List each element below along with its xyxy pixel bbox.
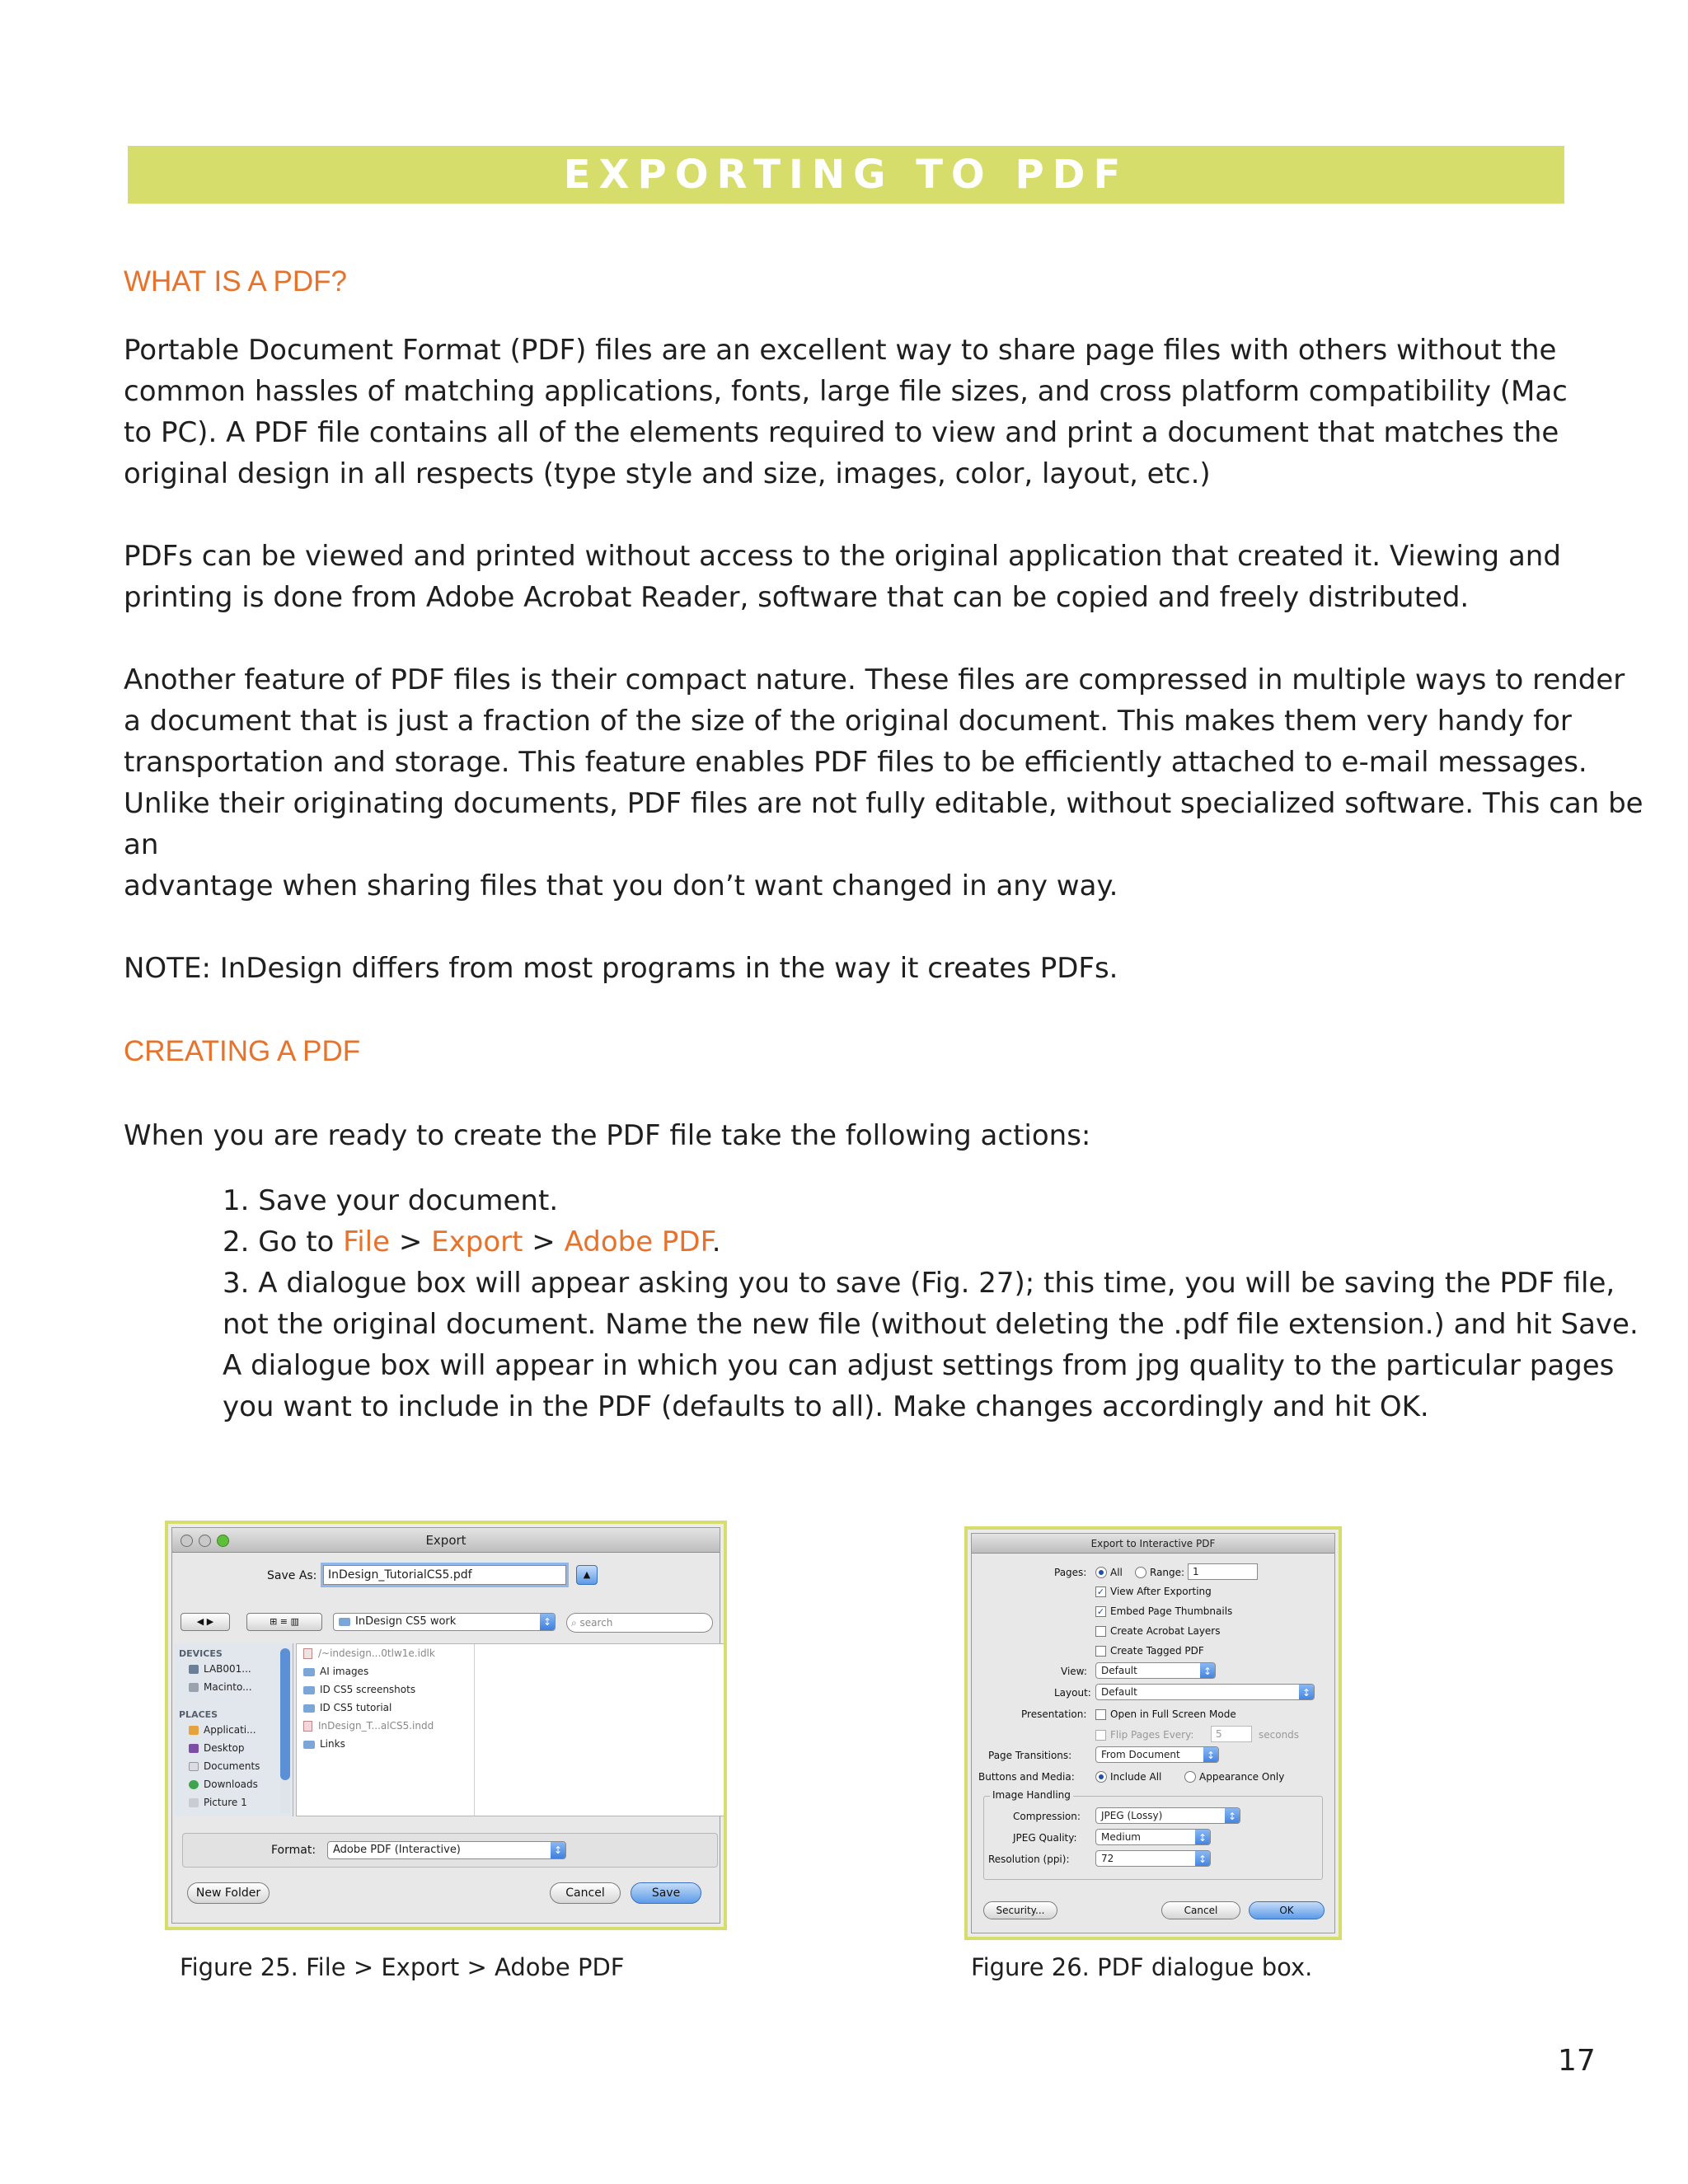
heading-what-is-pdf: WHAT IS A PDF? [124,265,347,298]
export-window [171,1527,720,1924]
folder-row[interactable] [303,1702,392,1713]
search-icon: ⌕ [571,1617,580,1629]
file-name: Links [320,1738,345,1750]
figure-25-caption: Figure 25. File > Export > Adobe PDF [180,1953,625,1981]
pdf-title-bar [972,1534,1334,1554]
file-row[interactable] [303,1720,434,1732]
actions-intro [124,1115,1574,1156]
save-button[interactable]: Save [631,1882,701,1904]
paragraph-line: printing is done from Adobe Acrobat Reader, software that can be copied and freely distributed. [124,581,1470,614]
place-label: Documents [204,1760,260,1772]
folder-select[interactable] [333,1613,556,1631]
pages-range-label: Range: [1150,1567,1185,1578]
jpeg-quality-label: JPEG Quality: [1013,1832,1077,1844]
tagged-pdf-checkbox[interactable] [1095,1646,1106,1657]
title-banner [128,146,1564,204]
close-window-icon[interactable] [181,1535,193,1547]
tagged-pdf-label: Create Tagged PDF [1110,1645,1204,1657]
paragraph-line: advantage when sharing files that you don’t want changed in any way. [124,869,1118,902]
view-label: View: [1061,1666,1087,1677]
cancel-button[interactable]: Cancel [550,1882,621,1904]
folder-icon [303,1686,315,1694]
full-screen-label: Open in Full Screen Mode [1110,1708,1236,1720]
pages-all-label: All [1110,1567,1123,1578]
computer-icon [189,1665,199,1674]
presentation-label: Presentation: [1021,1708,1087,1720]
file-name: ID CS5 screenshots [320,1684,416,1695]
compression-select[interactable]: JPEG (Lossy) ↕ [1095,1807,1240,1824]
places-heading: PLACES [179,1709,218,1720]
folder-icon [303,1668,315,1676]
appearance-only-label: Appearance Only [1199,1771,1285,1783]
sidebar-item-place[interactable] [189,1779,258,1790]
view-after-checkbox[interactable]: ✓ [1096,1586,1105,1597]
step-1: 1. Save your document. [223,1184,559,1217]
export-title-bar [172,1528,720,1553]
search-placeholder: search [579,1617,613,1629]
sidebar-item-place[interactable] [189,1724,256,1736]
heading-creating-pdf: CREATING A PDF [124,1035,361,1067]
back-forward-buttons[interactable]: ◀ ▶ [181,1613,230,1631]
sidebar-item-place[interactable] [189,1742,245,1754]
save-as-label: Save As: [267,1569,317,1582]
applications-icon [189,1726,199,1735]
file-row[interactable] [303,1647,435,1659]
minimize-window-icon[interactable] [199,1535,211,1547]
embed-thumbnails-label: Embed Page Thumbnails [1110,1605,1233,1617]
devices-heading: DEVICES [179,1648,223,1659]
folder-icon [303,1741,315,1749]
sidebar-item-place[interactable] [189,1760,260,1772]
acrobat-layers-label: Create Acrobat Layers [1110,1625,1221,1637]
flip-pages-label: Flip Pages Every: [1110,1729,1194,1741]
resolution-label: Resolution (ppi): [988,1854,1070,1865]
step-3-line: 3. A dialogue box will appear asking you to save (Fig. 27); this time, you will be saving the PDF file, [223,1267,1615,1300]
sidebar-item-device[interactable] [189,1681,252,1693]
embed-thumbnails-checkbox[interactable]: ✓ [1096,1606,1105,1617]
paragraph-line: to PC). A PDF file contains all of the elements required to view and print a document that matches the [124,416,1559,449]
step-3-line: A dialogue box will appear in which you can adjust settings from jpg quality to the particular pages [223,1349,1615,1382]
paragraph-line: a document that is just a fraction of the size of the original document. This makes them very handy for [124,705,1572,738]
ok-button[interactable]: OK [1249,1901,1325,1919]
paragraph-line: Unlike their originating documents, PDF files are not fully editable, without specialized software. This can be [124,787,1643,820]
file-icon [303,1648,312,1659]
jpeg-quality-select[interactable]: Medium ↕ [1095,1829,1211,1845]
file-name: /~indesign...0tlw1e.idlk [318,1647,435,1659]
device-label: LAB001... [204,1663,251,1675]
menu-export-link: Export [431,1226,523,1258]
menu-file-link: File [343,1226,391,1258]
layout-label: Layout: [1054,1687,1091,1699]
buttons-media-label: Buttons and Media: [978,1771,1075,1783]
folder-name: InDesign CS5 work [355,1615,457,1628]
folder-row[interactable] [303,1666,368,1677]
image-handling-heading: Image Handling [990,1789,1073,1801]
step-2 [223,1221,1591,1263]
period: . [711,1226,721,1258]
page-number: 17 [1558,2044,1596,2078]
expand-dialog-button[interactable]: ▲ [576,1565,598,1585]
finder-sidebar [174,1643,293,1816]
sidebar-item-device[interactable] [189,1663,251,1675]
pages-all-radio[interactable] [1095,1567,1107,1578]
paragraph-line: Portable Document Format (PDF) files are an excellent way to share page files with others without the [124,334,1557,367]
include-all-radio[interactable] [1095,1771,1107,1783]
picture-icon [189,1798,199,1807]
paragraph-line: common hassles of matching applications, fonts, large file sizes, and cross platform compatibility (Mac [124,375,1568,408]
pdf-dialog-title: Export to Interactive PDF [1090,1538,1216,1549]
paragraph-line: an [124,828,159,861]
scrollbar-thumb[interactable] [280,1648,290,1780]
banner-title: EXPORTING TO PDF [563,152,1129,198]
figure-26-caption: Figure 26. PDF dialogue box. [971,1953,1313,1981]
file-browser [296,1643,724,1816]
place-label: Downloads [204,1779,258,1790]
search-input[interactable] [566,1613,713,1633]
step-3-line: not the original document. Name the new file (without deleting the .pdf file extension.) and hit Save. [223,1308,1639,1341]
save-as-input[interactable]: InDesign_TutorialCS5.pdf [323,1565,566,1585]
paragraph-line: When you are ready to create the PDF file take the following actions: [124,1119,1091,1152]
paragraph-compact [124,659,1643,907]
view-mode-buttons[interactable]: ⊞ ≡ ▥ [246,1613,322,1631]
export-title: Export [425,1533,467,1548]
page-transitions-select[interactable]: From Document ↕ [1095,1746,1219,1763]
desktop-icon [189,1744,199,1753]
paragraph-line: NOTE: InDesign differs from most programs in the way it creates PDFs. [124,952,1118,985]
downloads-icon [189,1780,199,1789]
step-2-text: 2. Go to [223,1226,344,1258]
page-transitions-label: Page Transitions: [988,1750,1072,1761]
view-after-label: View After Exporting [1110,1586,1212,1597]
sidebar-scrollbar[interactable] [280,1648,290,1813]
file-name: AI images [320,1666,369,1677]
flip-seconds-input[interactable]: 5 [1211,1726,1252,1742]
folder-row[interactable] [303,1684,415,1695]
resolution-select[interactable]: 72 ↕ [1095,1850,1211,1867]
figure-pdf-dialog [964,1526,1342,1940]
pages-label: Pages: [1054,1567,1087,1578]
paragraph-line: PDFs can be viewed and printed without access to the original application that created it. Viewing and [124,540,1561,573]
full-screen-checkbox[interactable] [1095,1709,1106,1720]
security-button[interactable]: Security... [983,1901,1057,1919]
pdf-export-window [971,1533,1335,1933]
layout-select[interactable]: Default ↕ [1095,1684,1315,1700]
acrobat-layers-checkbox[interactable] [1095,1626,1106,1637]
format-label: Format: [271,1844,316,1857]
paragraph-line: transportation and storage. This feature enables PDF files to be efficiently attached to e-mail messages. [124,746,1587,779]
paragraph-viewing [124,536,1574,618]
sidebar-item-place[interactable] [189,1797,247,1808]
new-folder-button[interactable]: New Folder [187,1882,270,1904]
cancel-button[interactable]: Cancel [1161,1901,1240,1919]
zoom-window-icon[interactable] [217,1535,229,1547]
folder-icon [339,1618,350,1626]
seconds-label: seconds [1259,1729,1300,1741]
disk-icon [189,1683,199,1692]
file-name: InDesign_T...alCS5.indd [318,1720,434,1732]
paragraph-line: Another feature of PDF files is their compact nature. These files are compressed in multiple ways to render [124,663,1625,696]
separator: > [390,1226,432,1258]
folder-icon [303,1704,315,1713]
step-3-line: you want to include in the PDF (defaults to all). Make changes accordingly and hit OK. [223,1390,1429,1423]
pages-range-radio[interactable] [1135,1567,1146,1578]
place-label: Desktop [204,1742,245,1754]
format-select[interactable]: Adobe PDF (Interactive) ↕ [327,1841,566,1859]
appearance-only-radio[interactable] [1184,1771,1196,1783]
steps-list [223,1180,1639,1427]
folder-row[interactable] [303,1738,345,1750]
note-text [124,948,1574,989]
file-name: ID CS5 tutorial [320,1702,392,1713]
indd-file-icon [303,1721,312,1732]
view-select[interactable]: Default ↕ [1095,1662,1216,1679]
documents-icon [189,1762,199,1771]
menu-adobe-pdf-link: Adobe PDF [564,1226,712,1258]
paragraph-line: original design in all respects (type style and size, images, color, layout, etc.) [124,457,1211,490]
device-label: Macinto... [204,1681,252,1693]
figure-export-dialog [165,1521,727,1930]
flip-pages-checkbox[interactable] [1095,1730,1106,1741]
paragraph-intro [124,330,1574,494]
compression-label: Compression: [1013,1811,1081,1822]
include-all-label: Include All [1110,1771,1162,1783]
place-label: Applicati... [204,1724,256,1736]
column-divider[interactable] [474,1644,475,1816]
range-input[interactable]: 1 [1188,1563,1258,1580]
place-label: Picture 1 [204,1797,247,1808]
separator: > [523,1226,565,1258]
